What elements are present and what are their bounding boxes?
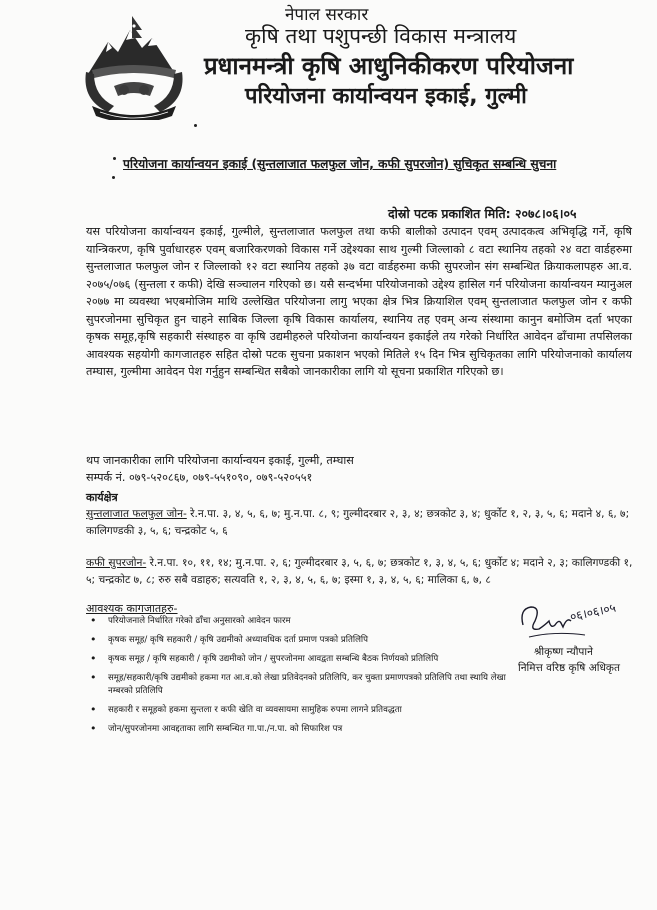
contact-phones: सम्पर्क नं. ०७९-५२०८६७, ०७९-५५१०९०, ०७९-५२०५५१ <box>86 471 313 484</box>
ministry-title: कृषि तथा पशुपन्छी विकास मन्त्रालय <box>245 24 517 48</box>
coffee-superzone-label: कफी सुपरजोन- <box>86 557 147 569</box>
project-title: प्रधानमन्त्री कृषि आधुनिकीकरण परियोजना <box>204 52 574 80</box>
coffee-superzone-wards: रे.न.पा. १०, ११, १४; मु.न.पा. २, ६; गुल्मीदरबार ३, ५, ६, ७; छत्रकोट १, ३, ४, ५, ६; धुर्कोट ४; मदाने २, ३; कालिगण्डकी १, ५; चन्द्रकोट ७, ८; रुरु सबै वडाहरु; सत्यवति १, २, ३, ४, ५, ६, ७; इस्मा १, ३, ४, ५, ६; मालिका ६, ७, ८ <box>86 557 633 586</box>
notice-subject: परियोजना कार्यान्वयन इकाई (सुन्तलाजात फलफुल जोन, कफी सुपरजोन) सुचिकृत सम्बन्धि सुचना <box>123 157 557 171</box>
ink-dot <box>194 124 197 127</box>
signer-name: श्रीकृष्ण न्यौपाने <box>534 646 593 658</box>
office-title: परियोजना कार्यान्वयन इकाई, गुल्मी <box>245 84 527 109</box>
list-item: • सहकारी र समूहको हकमा सुन्तला र कफी खेति वा व्यवसायमा सामुहिक रुपमा लागने प्रतिवद्धता <box>86 704 506 717</box>
signer-designation: निमित्त वरिष्ठ कृषि अधिकृत <box>518 662 620 674</box>
contact-info: थप जानकारीका लागि परियोजना कार्यान्वयन इकाई, गुल्मी, तम्घास <box>86 454 354 467</box>
citrus-zone-wards: रे.न.पा. ३, ४, ५, ६, ७; मु.न.पा. ८, ९; गुल्मीदरबार २, ३, ४; छत्रकोट ३, ४; धुर्कोट १, २, ३, ५, ६; मदाने ४, ६, ७; कालिगण्डकी ३, ५, ६; चन्द्रकोट ५, ६ <box>86 508 630 537</box>
ink-dot <box>112 176 115 179</box>
citrus-zone-label: सुन्तलाजात फलफुल जोन- <box>86 508 187 520</box>
list-item: • कृषक समूह / कृषि सहकारी / कृषि उद्यमीको जोन / सुपरजोनमा आवद्वता सम्बन्धि बैठक निर्णयको प्रतिलिपि <box>86 653 506 666</box>
list-item: • जोन/सुपरजोनमा आवद्दताका लागि सम्बन्धित गा.पा./न.पा. को सिफारिश पत्र <box>86 723 506 736</box>
nepal-government-emblem-icon <box>78 12 190 120</box>
citrus-zone-area <box>86 506 636 540</box>
govt-title: नेपाल सरकार <box>285 5 369 25</box>
coffee-superzone-area <box>86 555 636 589</box>
notice-body: यस परियोजना कार्यान्वयन इकाई, गुल्मीले, सुन्तलाजात फलफुल तथा कफी बालीको उत्पादन एवम् उत्पादकत्व अभिवृद्धि गर्ने, कृषि यान्त्रिकरण, कृषि पुर्वाधारहरु एवम् बजारिकरणको विकास गर्ने उद्देश्यका साथ गुल्मी जिल्लाको ८ वटा स्थानिय तहको २४ वटा वार्डहरुमा सुन्तलाजात फलफुल जोन र जिल्लाको १२ वटा स्थानिय तहको ३७ वटा वार्डहरुमा कफी सुपरजोन संग सम्बन्धित क्रियाकलापहरु आ.व. २०७५/०७६ (सुन्तला र कफी) देखि सञ्चालन गरिएको छ। यसै सन्दर्भमा परियोजनाको उद्देश्य हासिल गर्न परियोजना कार्यान्वयन म्यानुअल २०७७ मा व्यवस्था भएबमोजिम माथि उल्लेखित परियोजना लागु भएका क्षेत्र भित्र क्रियाशिल एवम् सुन्तलाजात फलफुल जोन र कफी सुपरजोनमा सुचिकृत हुन चाहने साबिक जिल्ला कृषि विकास कार्यालय, स्थानिय तह एवम् अन्य संस्थामा कानुन बमोजिम दर्ता भएका कृषक समूह,कृषि सहकारी संस्थाहरु वा कृषि उद्यमीहरुले परियोजना कार्यान्वयन इकाईले तय गरेको निर्धारित आवेदन ढाँचामा तपसिलका आवश्यक सहयोगी कागजातहरु सहित दोस्रो पटक सुचना प्रकाशन भएको मितिले १५ दिन भित्र सुचिकृतका लागि परियोजनाको कार्यालय तम्घास, गुल्मीमा आवेदन पेश गर्नुहुन सम्बन्धित सबैको जानकारीका लागि यो सूचना प्रकाशित गरिएको छ। <box>86 225 632 378</box>
list-item: • समूह/सहकारी/कृषि उद्यमीको हकमा गत आ.व.को लेखा प्रतिवेदनको प्रतिलिपि, कर चुक्ता प्रमाणपत्रको प्रतिलिपि तथा स्थायि लेखा नम्बरको प्रतिलिपि <box>86 672 506 698</box>
requirements-list <box>86 615 506 742</box>
work-area-heading: कार्यक्षेत्र <box>86 491 118 504</box>
list-item: • कृषक समूह/ कृषि सहकारी / कृषि उद्यमीको अध्यावधिक दर्ता प्रमाण पत्रको प्रतिलिपि <box>86 634 506 647</box>
publication-date: दोस्रो पटक प्रकाशित मिति: २०७८।०६।०५ <box>388 206 577 221</box>
requirements-heading: आवश्यक कागजातहरु- <box>86 602 178 615</box>
handwritten-signature <box>515 595 635 650</box>
ink-dot <box>113 157 116 160</box>
list-item: • परियोजनाले निर्धारित गरेको ढाँचा अनुसारको आवेदन फारम <box>86 615 506 628</box>
signature-date: ०६।०६।०५ <box>568 600 618 624</box>
